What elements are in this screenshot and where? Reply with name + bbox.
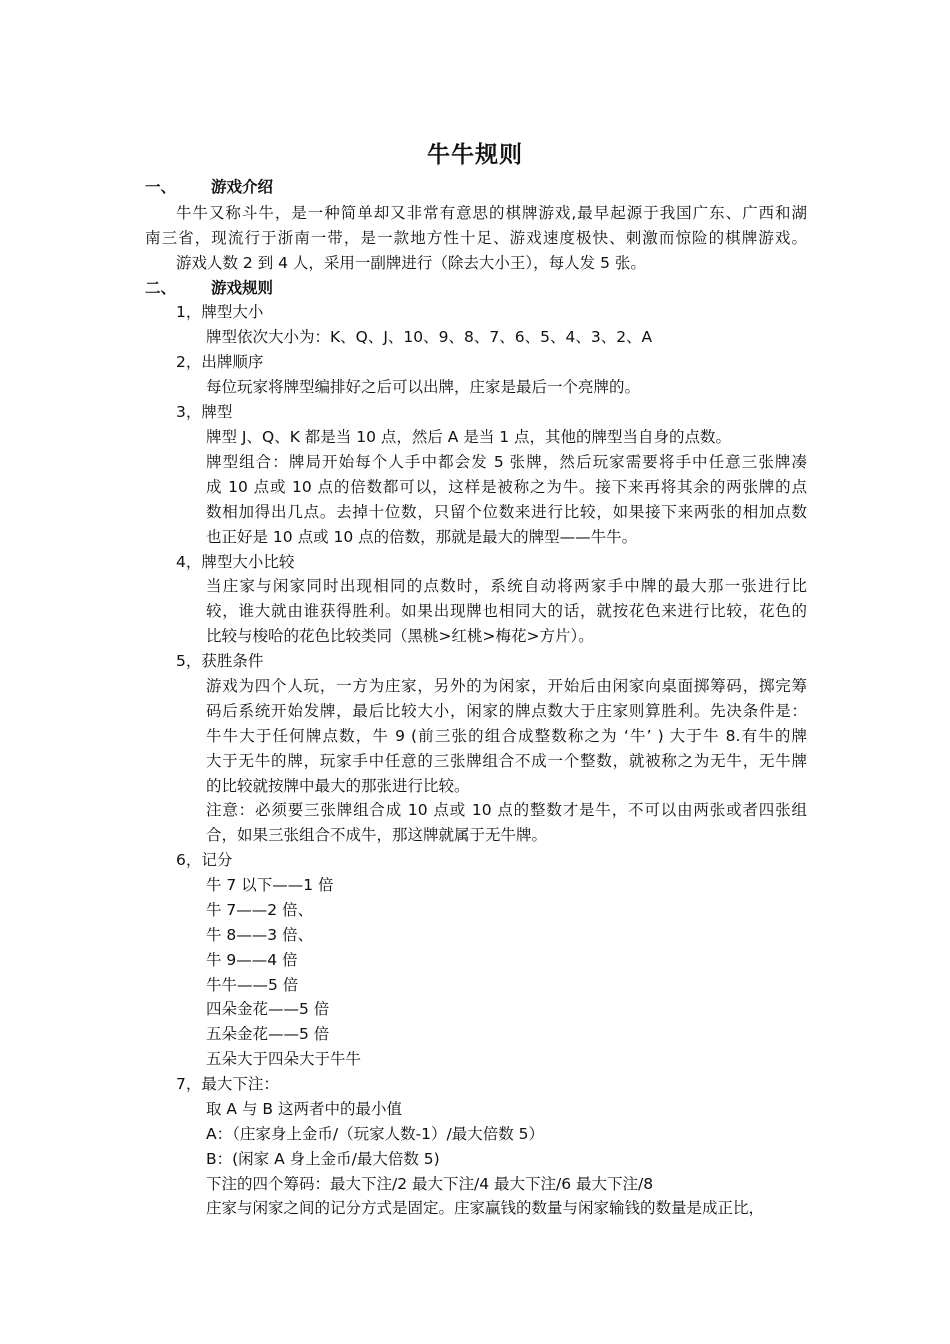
rule-text: 的比较就按牌中最大的那张进行比较。 <box>206 777 470 795</box>
rule-heading: 3，牌型 <box>176 403 233 421</box>
rule-text: 牌型 J、Q、K 都是当 10 点，然后 A 是当 1 点，其他的牌型当自身的点数。 <box>206 428 732 446</box>
rule-text: 大于无牛的牌，玩家手中任意的三张牌组合不成一个整数，就被称之为无牛，无牛牌 <box>206 752 807 770</box>
rule-heading: 2，出牌顺序 <box>176 353 264 371</box>
rule-text: 比较与梭哈的花色比较类同（黑桃>红桃>梅花>方片）。 <box>206 627 594 645</box>
score-item: 四朵金花——5 倍 <box>206 1000 330 1018</box>
rule-text: 牛牛大于任何牌点数，牛 9 (前三张的组合成整数称之为 ‘牛’ ) 大于牛 8.有牛的牌 <box>206 727 807 745</box>
rule-note: 注意：必须要三张牌组合成 10 点或 10 点的整数才是牛，不可以由两张或者四张组 <box>206 801 807 819</box>
rule-heading: 7，最大下注： <box>176 1075 279 1093</box>
rule-text: 成 10 点或 10 点的倍数都可以，这样是被称之为牛。接下来再将其余的两张牌的点 <box>206 478 807 496</box>
score-item: 牛 8——3 倍、 <box>206 926 314 944</box>
score-item: 五朵大于四朵大于牛牛 <box>206 1050 362 1068</box>
score-item: 牛 7 以下——1 倍 <box>206 876 334 894</box>
rule-note: 合，如果三张组合不成牛，那这牌就属于无牛牌。 <box>206 826 548 844</box>
rule-text: 游戏为四个人玩，一方为庄家，另外的为闲家，开始后由闲家向桌面掷筹码，掷完筹 <box>206 677 807 695</box>
section-heading: 游戏介绍 <box>211 178 274 196</box>
score-item: 五朵金花——5 倍 <box>206 1025 330 1043</box>
score-item: 牛 9——4 倍 <box>206 951 298 969</box>
rule-text: 下注的四个筹码：最大下注/2 最大下注/4 最大下注/6 最大下注/8 <box>206 1175 654 1193</box>
score-item: 牛牛——5 倍 <box>206 976 299 994</box>
rule-text: 每位玩家将牌型编排好之后可以出牌，庄家是最后一个亮牌的。 <box>206 378 641 396</box>
score-item: 牛 7——2 倍、 <box>206 901 314 919</box>
section-number: 一、 <box>145 178 177 196</box>
rule-text: 取 A 与 B 这两者中的最小值 <box>206 1100 402 1118</box>
rule-text: B：(闲家 A 身上金币/最大倍数 5) <box>206 1150 440 1168</box>
rule-text: 牌型组合：牌局开始每个人手中都会发 5 张牌，然后玩家需要将手中任意三张牌凑 <box>206 453 807 471</box>
rule-text: 当庄家与闲家同时出现相同的点数时，系统自动将两家手中牌的最大那一张进行比 <box>206 577 807 595</box>
intro-paragraph-line: 南三省，现流行于浙南一带，是一款地方性十足、游戏速度极快、刺激而惊险的棋牌游戏。 <box>145 229 807 247</box>
rule-text: 较，谁大就由谁获得胜利。如果出现牌也相同大的话，就按花色来进行比较，花色的 <box>206 602 807 620</box>
rule-heading: 6，记分 <box>176 851 233 869</box>
rule-text: 也正好是 10 点或 10 点的倍数，那就是最大的牌型——牛牛。 <box>206 528 638 546</box>
section-heading: 游戏规则 <box>211 279 274 297</box>
rule-heading: 5，获胜条件 <box>176 652 264 670</box>
rule-text: 庄家与闲家之间的记分方式是固定。庄家赢钱的数量与闲家输钱的数量是成正比， <box>206 1199 765 1217</box>
section-number: 二、 <box>145 279 177 297</box>
document-title: 牛牛规则 <box>427 142 523 168</box>
rule-text: 牌型依次大小为：K、Q、J、10、9、8、7、6、5、4、3、2、A <box>206 328 653 346</box>
rule-heading: 4，牌型大小比较 <box>176 553 295 571</box>
rule-text: A：（庄家身上金币/（玩家人数-1）/最大倍数 5） <box>206 1125 545 1143</box>
rule-text: 码后系统开始发牌，最后比较大小，闲家的牌点数大于庄家则算胜利。先决条件是： <box>206 702 807 720</box>
intro-paragraph-line: 牛牛又称斗牛，是一种简单却又非常有意思的棋牌游戏,最早起源于我国广东、广西和湖 <box>176 204 807 222</box>
intro-paragraph: 游戏人数 2 到 4 人，采用一副牌进行（除去大小王），每人发 5 张。 <box>176 254 646 272</box>
rule-heading: 1，牌型大小 <box>176 303 264 321</box>
rule-text: 数相加得出几点。去掉十位数，只留个位数来进行比较，如果接下来两张的相加点数 <box>206 503 807 521</box>
